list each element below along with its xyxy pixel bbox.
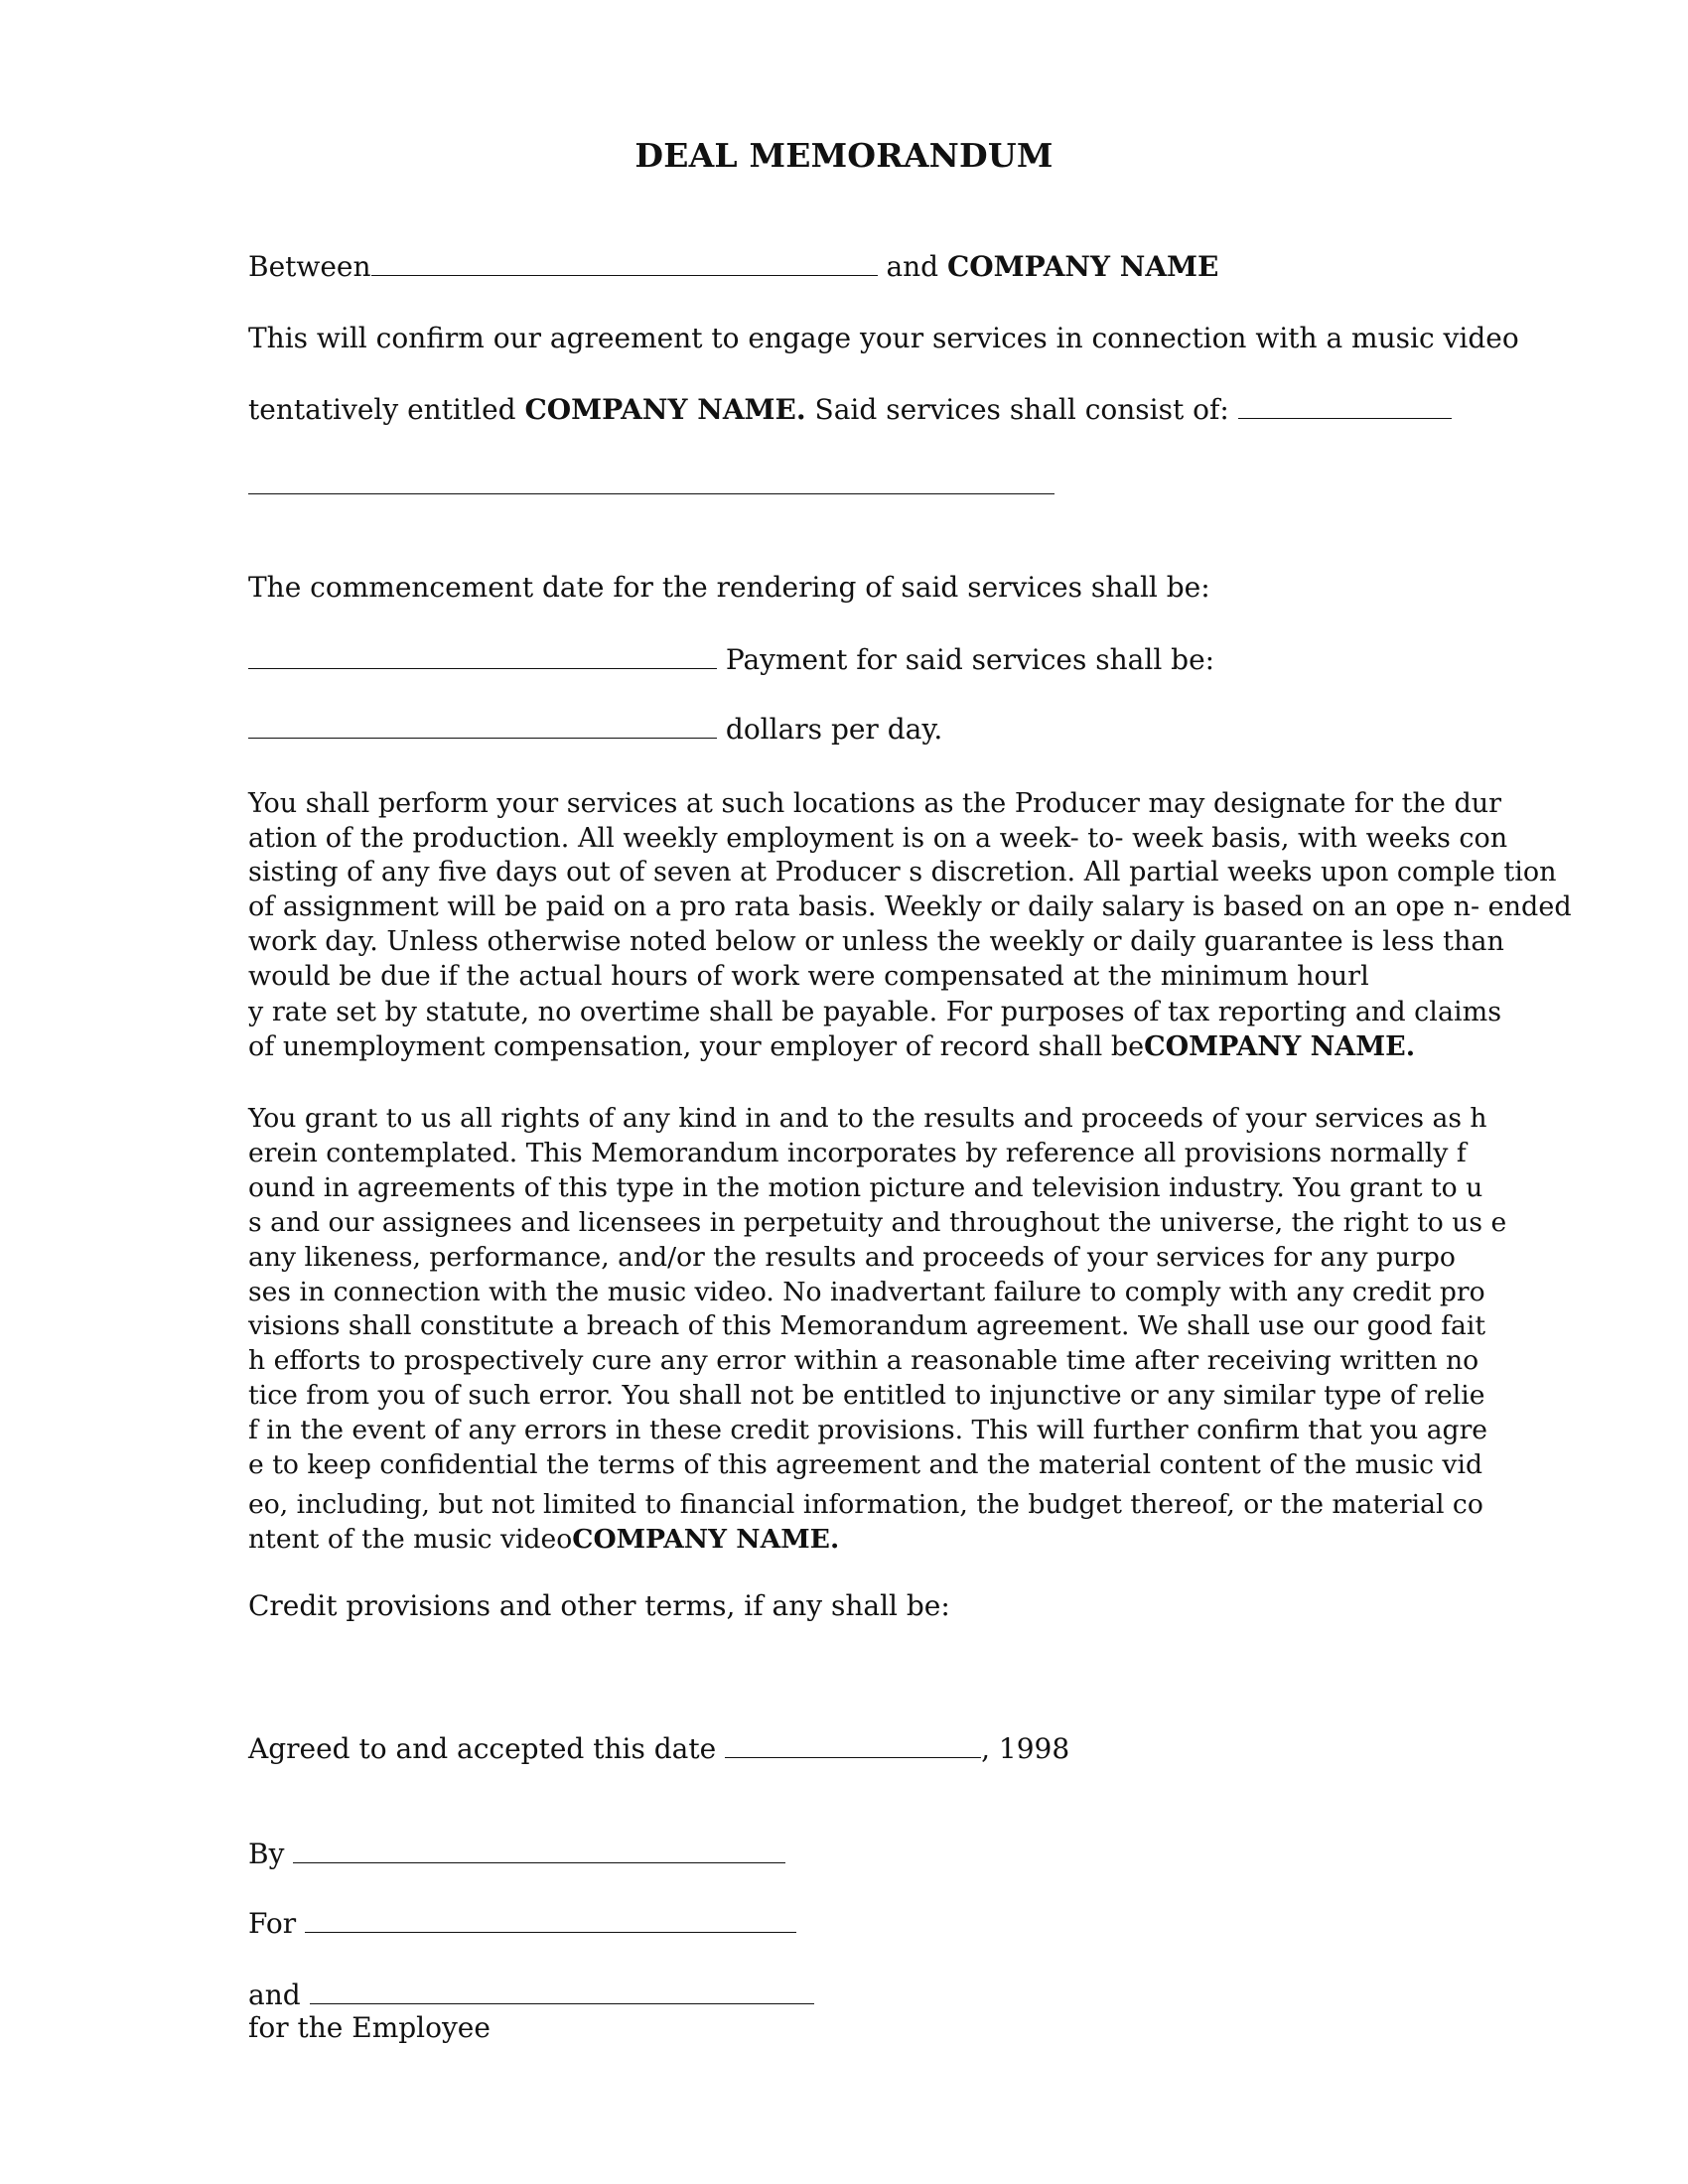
paragraph-line: ation of the production. All weekly employment is on a week- to- week basis, with weeks con: [248, 822, 1508, 854]
employee-label: for the Employee: [248, 2011, 491, 2044]
employment-terms-paragraph: [248, 787, 1572, 1065]
agreed-date-blank[interactable]: [725, 1730, 981, 1758]
paragraph2-last-text: ntent of the music video: [248, 1523, 573, 1555]
and-signature-blank[interactable]: [310, 1977, 814, 2004]
engagement-prefix: tentatively entitled: [248, 393, 525, 426]
employer-company-name: COMPANY NAME.: [1144, 1030, 1416, 1062]
paragraph-line: tice from you of such error. You shall not be entitled to injunctive or any similar type of relie: [248, 1380, 1485, 1412]
rights-paragraph: [248, 1102, 1507, 1558]
paragraph-line: y rate set by statute, no overtime shall be payable. For purposes of tax reporting and claims: [248, 997, 1502, 1028]
by-signature-blank[interactable]: [293, 1836, 785, 1863]
between-company-name: COMPANY NAME: [947, 250, 1219, 283]
engagement-line-1: This will confirm our agreement to engage your services in connection with a music video: [248, 322, 1519, 354]
agreed-year: , 1998: [981, 1732, 1070, 1765]
services-continuation-line: [248, 467, 1055, 502]
commencement-label: The commencement date for the rendering of said services shall be:: [248, 571, 1210, 604]
paragraph1-last-text: of unemployment compensation, your employer of record shall be: [248, 1030, 1145, 1062]
and-label: and: [248, 1979, 310, 2011]
engagement-suffix: Said services shall consist of:: [805, 393, 1238, 426]
paragraph-line: of assignment will be paid on a pro rata basis. Weekly or daily salary is based on an ope n- ended: [248, 891, 1572, 923]
and-signature-line: [248, 1977, 814, 2012]
between-and-label: and: [877, 250, 947, 283]
paragraph-line: You grant to us all rights of any kind in and to the results and proceeds of your services as h: [248, 1103, 1487, 1134]
paragraph-line: ound in agreements of this type in the motion picture and television industry. You grant to u: [248, 1171, 1483, 1203]
paragraph-last-line: [248, 1030, 1443, 1065]
paragraph-line: h efforts to prospectively cure any error within a reasonable time after receiving written no: [248, 1345, 1479, 1377]
engagement-company-name: COMPANY NAME.: [524, 393, 806, 426]
for-label: For: [248, 1907, 306, 1940]
agreed-line: [248, 1730, 1069, 1766]
payment-line: [248, 641, 1214, 677]
for-signature-blank[interactable]: [305, 1905, 796, 1933]
services-continuation-blank[interactable]: [248, 467, 1055, 494]
paragraph-line: any likeness, performance, and/or the results and proceeds of your services for any purpo: [248, 1241, 1456, 1273]
services-blank[interactable]: [1238, 391, 1452, 419]
document-title: DEAL MEMORANDUM: [634, 136, 1054, 175]
party-name-blank[interactable]: [371, 248, 878, 276]
paragraph-line: s and our assignees and licensees in perpetuity and throughout the universe, the right to us e: [248, 1206, 1507, 1238]
for-signature-line: [248, 1905, 796, 1941]
paragraph-last-line: [248, 1523, 1443, 1558]
paragraph-line: eo, including, but not limited to financial information, the budget thereof, or the material co: [248, 1488, 1483, 1520]
paragraph-line: would be due if the actual hours of work were compensated at the minimum hourl: [248, 960, 1369, 992]
by-label: By: [248, 1838, 294, 1870]
paragraph-line: f in the event of any errors in these credit provisions. This will further confirm that you agre: [248, 1415, 1488, 1446]
agreed-prefix: Agreed to and accepted this date: [248, 1732, 726, 1765]
paragraph-line: work day. Unless otherwise noted below or unless the weekly or daily guarantee is less than: [248, 925, 1504, 957]
payment-amount-blank[interactable]: [248, 711, 717, 739]
paragraph-line: visions shall constitute a breach of this Memorandum agreement. We shall use our good fait: [248, 1310, 1486, 1342]
between-label: Between: [248, 250, 371, 283]
music-video-company-name: COMPANY NAME.: [572, 1523, 840, 1555]
by-signature-line: [248, 1836, 785, 1871]
payment-label: Payment for said services shall be:: [717, 643, 1215, 676]
rate-line: [248, 711, 942, 747]
commencement-date-blank[interactable]: [248, 641, 717, 669]
paragraph-line: sisting of any five days out of seven at Producer s discretion. All partial weeks upon comple tion: [248, 857, 1557, 888]
credit-provisions-label: Credit provisions and other terms, if any shall be:: [248, 1589, 950, 1622]
paragraph-line: erein contemplated. This Memorandum incorporates by reference all provisions normally f: [248, 1137, 1467, 1168]
paragraph-line: You shall perform your services at such locations as the Producer may designate for the dur: [248, 788, 1502, 819]
engagement-line-2: [248, 391, 1452, 427]
between-line: [248, 248, 1218, 284]
paragraph-line: ses in connection with the music video. No inadvertant failure to comply with any credit pro: [248, 1276, 1485, 1307]
rate-label: dollars per day.: [717, 713, 943, 746]
paragraph-line: e to keep confidential the terms of this agreement and the material content of the music vid: [248, 1449, 1482, 1481]
